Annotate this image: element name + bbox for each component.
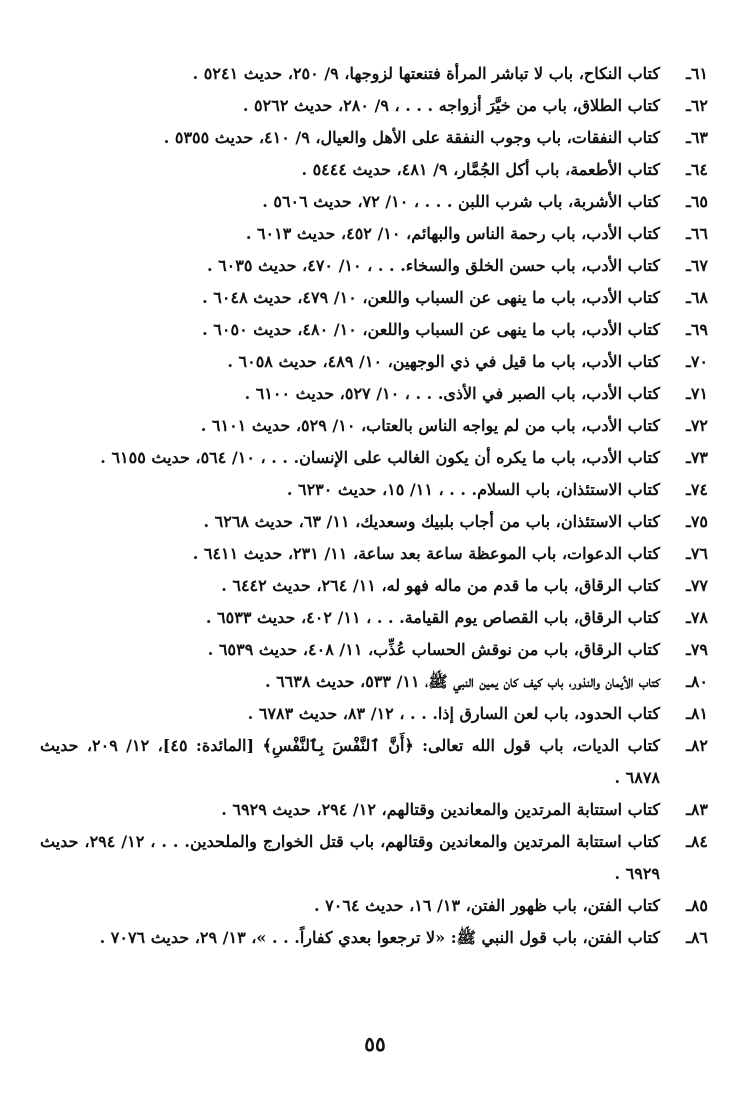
item-number: ٨٤ـ [686,832,708,851]
item-number: ٦٩ـ [686,320,708,339]
list-item [40,890,708,922]
item-text: كتاب الأشربة، باب شرب اللبن . . . ، ١٠/ ٧٢، حديث ٥٦٠٦ . [262,192,660,211]
item-text: كتاب الأدب، باب من لم يواجه الناس بالعتاب، ١٠/ ٥٢٩، حديث ٦١٠١ . [200,416,660,435]
item-text: كتاب النكاح، باب لا تباشر المرأة فتنعتها لزوجها، ٩/ ٢٥٠، حديث ٥٢٤١ . [192,64,660,83]
item-number: ٧١ـ [686,384,708,403]
item-text: كتاب الأدب، باب رحمة الناس والبهائم، ١٠/ ٤٥٢، حديث ٦٠١٣ . [245,224,660,243]
list-item [40,826,708,890]
item-text: كتاب الرقاق، باب القصاص يوم القيامة. . . ، ١١/ ٤٠٢، حديث ٦٥٣٣ . [205,608,660,627]
item-text: كتاب الاستئذان، باب السلام. . . ، ١١/ ١٥، حديث ٦٢٣٠ . [286,480,660,499]
item-number: ٨٥ـ [686,896,708,915]
list-item [40,58,708,90]
item-text: كتاب الرقاق، باب من نوقش الحساب عُذِّب، ١١/ ٤٠٨، حديث ٦٥٣٩ . [207,640,660,659]
item-number: ٧٦ـ [686,544,708,563]
item-text: كتاب الأطعمة، باب أكل الجُمَّار، ٩/ ٤٨١، حديث ٥٤٤٤ . [301,160,660,179]
item-number: ٧٤ـ [686,480,708,499]
list-item [40,730,708,794]
item-number: ٦٣ـ [686,128,708,147]
item-text: كتاب الديات، باب قول الله تعالى: ﴿أَنَّ ٱلنَّفْسَ بِٱلنَّفْسِ﴾ [المائدة: ٤٥]، ١٢/ ٢٠٩، حديث ٦٨٧٨ . [40,736,661,787]
list-item [40,218,708,250]
list-item [40,634,708,666]
item-number: ٨٣ـ [686,800,708,819]
item-number: ٦١ـ [686,64,708,83]
item-text: كتاب النفقات، باب وجوب النفقة على الأهل والعيال، ٩/ ٤١٠، حديث ٥٣٥٥ . [163,128,660,147]
item-text: كتاب الحدود، باب لعن السارق إذا. . . ، ١٢/ ٨٣، حديث ٦٧٨٣ . [247,704,660,723]
item-text: كتاب استتابة المرتدين والمعاندين وقتالهم، ١٢/ ٢٩٤، حديث ٦٩٢٩ . [221,800,660,819]
list-item [40,538,708,570]
item-number: ٧٣ـ [686,448,708,467]
item-number: ٦٨ـ [686,288,708,307]
item-text: كتاب الأدب، باب ما ينهى عن السباب واللعن، ١٠/ ٤٧٩، حديث ٦٠٤٨ . [202,288,660,307]
item-number: ٨٠ـ [686,672,708,691]
list-item [40,346,708,378]
item-number: ٧٨ـ [686,608,708,627]
list-item [40,698,708,730]
list-item [40,570,708,602]
list-item [40,410,708,442]
item-text: كتاب الرقاق، باب ما قدم من ماله فهو له، ١١/ ٢٦٤، حديث ٦٤٤٢ . [221,576,660,595]
list-item [40,378,708,410]
item-text: كتاب الفتن، باب قول النبي ﷺ: «لا ترجعوا بعدي كفاراً. . . »، ١٣/ ٢٩، حديث ٧٠٧٦ . [99,928,660,947]
item-number: ٧٧ـ [686,576,708,595]
list-item [40,314,708,346]
list-item [40,186,708,218]
item-number: ٧٩ـ [686,640,708,659]
list-item [40,442,708,474]
item-number: ٨٢ـ [686,736,708,755]
item-text: كتاب الأدب، باب الصبر في الأذى. . . ، ١٠/ ٥٢٧، حديث ٦١٠٠ . [244,384,660,403]
item-text: كتاب الفتن، باب ظهور الفتن، ١٣/ ١٦، حديث ٧٠٦٤ . [314,896,660,915]
item-number: ٦٧ـ [686,256,708,275]
reference-list [40,58,708,954]
item-number: ٦٦ـ [686,224,708,243]
list-item [40,506,708,538]
list-item [40,250,708,282]
item-text: كتاب الأيمان والنذور، باب كيف كان يمين النبي ﷺ، ١١/ ٥٣٣، حديث ٦٦٣٨ . [264,672,660,691]
item-number: ٨١ـ [686,704,708,723]
page-number: ٥٥ [364,1032,386,1056]
item-text: كتاب الأدب، باب ما ينهى عن السباب واللعن، ١٠/ ٤٨٠، حديث ٦٠٥٠ . [202,320,660,339]
list-item [40,666,708,698]
item-number: ٦٢ـ [686,96,708,115]
list-item [40,922,708,954]
list-item [40,474,708,506]
item-text: كتاب استتابة المرتدين والمعاندين وقتالهم، باب قتل الخوارج والملحدين. . . ، ١٢/ ٢٩٤، حديث ٦٩٢٩ . [40,832,661,883]
list-item [40,602,708,634]
list-item [40,122,708,154]
item-number: ٧٠ـ [686,352,708,371]
item-text: كتاب الاستئذان، باب من أجاب بلبيك وسعديك، ١١/ ٦٣، حديث ٦٢٦٨ . [203,512,660,531]
list-item [40,154,708,186]
list-item [40,90,708,122]
item-number: ٦٤ـ [686,160,708,179]
item-number: ٨٦ـ [686,928,708,947]
list-item [40,282,708,314]
item-text: كتاب الدعوات، باب الموعظة ساعة بعد ساعة، ١١/ ٢٣١، حديث ٦٤١١ . [192,544,660,563]
item-number: ٧٢ـ [686,416,708,435]
item-text: كتاب الطلاق، باب من خيَّرَ أزواجه . . . ، ٩/ ٢٨٠، حديث ٥٢٦٢ . [242,96,660,115]
list-item [40,794,708,826]
item-text: كتاب الأدب، باب حسن الخلق والسخاء. . . ، ١٠/ ٤٧٠، حديث ٦٠٣٥ . [206,256,660,275]
item-number: ٦٥ـ [686,192,708,211]
item-number: ٧٥ـ [686,512,708,531]
item-text: كتاب الأدب، باب ما قيل في ذي الوجهين، ١٠/ ٤٨٩، حديث ٦٠٥٨ . [227,352,660,371]
item-text: كتاب الأدب، باب ما يكره أن يكون الغالب على الإنسان. . . ، ١٠/ ٥٦٤، حديث ٦١٥٥ . [100,448,660,467]
